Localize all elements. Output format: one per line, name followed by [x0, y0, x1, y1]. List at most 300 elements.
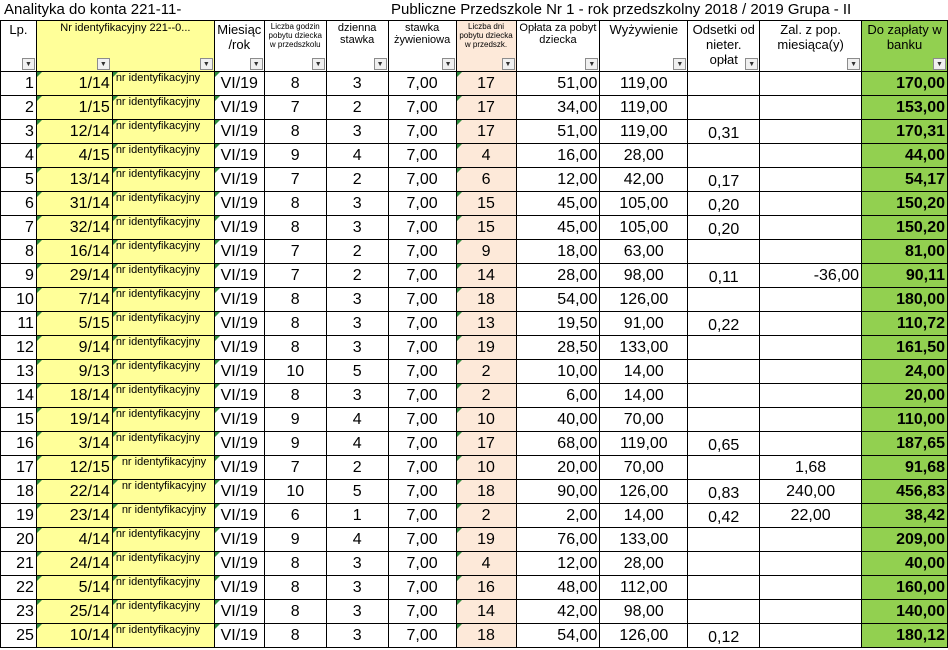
cell-id-label[interactable]: nr identyfikacyjny [112, 288, 214, 312]
cell-liczba-dni[interactable]: 17 [456, 72, 516, 96]
cell-stawka-zyw[interactable]: 7,00 [388, 384, 456, 408]
cell-dzienna-stawka[interactable]: 5 [326, 480, 388, 504]
cell-wyzywienie[interactable]: 126,00 [600, 480, 688, 504]
cell-miesiac[interactable]: VI/19 [214, 456, 264, 480]
cell-miesiac[interactable]: VI/19 [214, 336, 264, 360]
cell-dzienna-stawka[interactable]: 2 [326, 264, 388, 288]
col-header-wyzywienie[interactable]: Wyżywienie ▼ [600, 21, 688, 72]
cell-do-zaplaty[interactable]: 170,00 [862, 72, 948, 96]
cell-lp[interactable]: 11 [1, 312, 37, 336]
cell-oplata[interactable]: 18,00 [516, 240, 600, 264]
cell-wyzywienie[interactable]: 119,00 [600, 96, 688, 120]
cell-nr[interactable]: 16/14 [36, 240, 112, 264]
cell-liczba-dni[interactable]: 2 [456, 384, 516, 408]
cell-oplata[interactable]: 54,00 [516, 624, 600, 648]
cell-lp[interactable]: 3 [1, 120, 37, 144]
cell-liczba-dni[interactable]: 6 [456, 168, 516, 192]
cell-zal[interactable] [760, 528, 862, 552]
cell-zal[interactable] [760, 96, 862, 120]
cell-dzienna-stawka[interactable]: 3 [326, 288, 388, 312]
col-header-stawka-zyw[interactable]: stawka żywieniowa ▼ [388, 21, 456, 72]
cell-godziny[interactable]: 6 [264, 504, 326, 528]
cell-zal[interactable] [760, 168, 862, 192]
cell-wyzywienie[interactable]: 70,00 [600, 456, 688, 480]
cell-stawka-zyw[interactable]: 7,00 [388, 480, 456, 504]
cell-odsetki[interactable] [688, 456, 760, 480]
cell-zal[interactable] [760, 576, 862, 600]
cell-wyzywienie[interactable]: 98,00 [600, 264, 688, 288]
cell-lp[interactable]: 13 [1, 360, 37, 384]
cell-id-label[interactable]: nr identyfikacyjny [112, 120, 214, 144]
cell-zal[interactable] [760, 384, 862, 408]
filter-dropdown-icon[interactable]: ▼ [374, 58, 387, 70]
cell-oplata[interactable]: 28,50 [516, 336, 600, 360]
cell-liczba-dni[interactable]: 17 [456, 432, 516, 456]
cell-miesiac[interactable]: VI/19 [214, 144, 264, 168]
cell-lp[interactable]: 1 [1, 72, 37, 96]
filter-dropdown-icon[interactable]: ▼ [673, 58, 686, 70]
cell-liczba-dni[interactable]: 4 [456, 552, 516, 576]
cell-godziny[interactable]: 8 [264, 72, 326, 96]
col-header-godziny[interactable]: Liczba godzin pobytu dziecka w przedszkolu ▼ [264, 21, 326, 72]
cell-id-label[interactable]: nr identyfikacyjny [112, 336, 214, 360]
cell-oplata[interactable]: 45,00 [516, 216, 600, 240]
cell-godziny[interactable]: 8 [264, 120, 326, 144]
filter-dropdown-icon[interactable]: ▼ [250, 58, 263, 70]
cell-wyzywienie[interactable]: 119,00 [600, 120, 688, 144]
cell-id-label[interactable]: nr identyfikacyjny [112, 432, 214, 456]
cell-lp[interactable]: 21 [1, 552, 37, 576]
cell-miesiac[interactable]: VI/19 [214, 528, 264, 552]
cell-lp[interactable]: 23 [1, 600, 37, 624]
cell-dzienna-stawka[interactable]: 2 [326, 240, 388, 264]
cell-zal[interactable]: 22,00 [760, 504, 862, 528]
cell-id-label[interactable]: nr identyfikacyjny [112, 552, 214, 576]
cell-miesiac[interactable]: VI/19 [214, 384, 264, 408]
cell-miesiac[interactable]: VI/19 [214, 576, 264, 600]
filter-dropdown-icon[interactable]: ▼ [847, 58, 860, 70]
cell-dzienna-stawka[interactable]: 3 [326, 120, 388, 144]
cell-stawka-zyw[interactable]: 7,00 [388, 192, 456, 216]
cell-dzienna-stawka[interactable]: 4 [326, 144, 388, 168]
cell-dzienna-stawka[interactable]: 1 [326, 504, 388, 528]
cell-zal[interactable]: 1,68 [760, 456, 862, 480]
cell-stawka-zyw[interactable]: 7,00 [388, 264, 456, 288]
cell-odsetki[interactable]: 0,22 [688, 312, 760, 336]
cell-wyzywienie[interactable]: 119,00 [600, 432, 688, 456]
cell-miesiac[interactable]: VI/19 [214, 432, 264, 456]
cell-nr[interactable]: 22/14 [36, 480, 112, 504]
cell-oplata[interactable]: 45,00 [516, 192, 600, 216]
cell-zal[interactable] [760, 192, 862, 216]
cell-nr[interactable]: 4/14 [36, 528, 112, 552]
cell-godziny[interactable]: 8 [264, 384, 326, 408]
cell-stawka-zyw[interactable]: 7,00 [388, 288, 456, 312]
cell-stawka-zyw[interactable]: 7,00 [388, 624, 456, 648]
cell-godziny[interactable]: 9 [264, 432, 326, 456]
cell-odsetki[interactable]: 0,31 [688, 120, 760, 144]
cell-lp[interactable]: 22 [1, 576, 37, 600]
cell-dzienna-stawka[interactable]: 3 [326, 192, 388, 216]
filter-dropdown-icon[interactable]: ▼ [745, 58, 758, 70]
cell-liczba-dni[interactable]: 4 [456, 144, 516, 168]
cell-stawka-zyw[interactable]: 7,00 [388, 600, 456, 624]
cell-id-label[interactable]: nr identyfikacyjny [112, 456, 214, 480]
cell-miesiac[interactable]: VI/19 [214, 192, 264, 216]
cell-godziny[interactable]: 8 [264, 336, 326, 360]
cell-nr[interactable]: 9/13 [36, 360, 112, 384]
cell-dzienna-stawka[interactable]: 3 [326, 336, 388, 360]
cell-miesiac[interactable]: VI/19 [214, 96, 264, 120]
cell-lp[interactable]: 4 [1, 144, 37, 168]
cell-odsetki[interactable]: 0,12 [688, 624, 760, 648]
col-header-dzienna[interactable]: dzienna stawka ▼ [326, 21, 388, 72]
cell-godziny[interactable]: 10 [264, 480, 326, 504]
col-header-dni[interactable]: Liczba dni pobytu dziecka w przedszk. ▼ [456, 21, 516, 72]
col-header-do-zaplaty[interactable]: Do zapłaty w banku ▼ [862, 21, 948, 72]
cell-wyzywienie[interactable]: 14,00 [600, 360, 688, 384]
cell-godziny[interactable]: 10 [264, 360, 326, 384]
cell-odsetki[interactable] [688, 72, 760, 96]
cell-wyzywienie[interactable]: 14,00 [600, 504, 688, 528]
cell-odsetki[interactable] [688, 528, 760, 552]
cell-dzienna-stawka[interactable]: 3 [326, 384, 388, 408]
cell-do-zaplaty[interactable]: 38,42 [862, 504, 948, 528]
cell-zal[interactable] [760, 336, 862, 360]
cell-nr[interactable]: 32/14 [36, 216, 112, 240]
filter-dropdown-icon[interactable]: ▼ [933, 58, 946, 70]
cell-id-label[interactable]: nr identyfikacyjny [112, 360, 214, 384]
cell-stawka-zyw[interactable]: 7,00 [388, 96, 456, 120]
cell-liczba-dni[interactable]: 19 [456, 528, 516, 552]
cell-nr[interactable]: 5/14 [36, 576, 112, 600]
cell-zal[interactable] [760, 144, 862, 168]
cell-wyzywienie[interactable]: 14,00 [600, 384, 688, 408]
cell-nr[interactable]: 1/14 [36, 72, 112, 96]
cell-lp[interactable]: 12 [1, 336, 37, 360]
cell-lp[interactable]: 10 [1, 288, 37, 312]
cell-wyzywienie[interactable]: 119,00 [600, 72, 688, 96]
cell-nr[interactable]: 25/14 [36, 600, 112, 624]
cell-odsetki[interactable]: 0,20 [688, 192, 760, 216]
cell-lp[interactable]: 9 [1, 264, 37, 288]
cell-liczba-dni[interactable]: 17 [456, 96, 516, 120]
cell-zal[interactable] [760, 288, 862, 312]
cell-odsetki[interactable]: 0,42 [688, 504, 760, 528]
cell-lp[interactable]: 2 [1, 96, 37, 120]
cell-stawka-zyw[interactable]: 7,00 [388, 144, 456, 168]
cell-oplata[interactable]: 48,00 [516, 576, 600, 600]
cell-id-label[interactable]: nr identyfikacyjny [112, 528, 214, 552]
col-header-nr[interactable]: Nr identyfikacyjny 221--0... ▼ ▼ [36, 21, 214, 72]
cell-zal[interactable]: 240,00 [760, 480, 862, 504]
cell-wyzywienie[interactable]: 133,00 [600, 528, 688, 552]
cell-odsetki[interactable] [688, 600, 760, 624]
cell-do-zaplaty[interactable]: 81,00 [862, 240, 948, 264]
cell-lp[interactable]: 16 [1, 432, 37, 456]
cell-liczba-dni[interactable]: 2 [456, 504, 516, 528]
cell-odsetki[interactable] [688, 408, 760, 432]
cell-do-zaplaty[interactable]: 110,72 [862, 312, 948, 336]
cell-do-zaplaty[interactable]: 180,00 [862, 288, 948, 312]
cell-id-label[interactable]: nr identyfikacyjny [112, 96, 214, 120]
cell-wyzywienie[interactable]: 126,00 [600, 288, 688, 312]
cell-nr[interactable]: 1/15 [36, 96, 112, 120]
cell-nr[interactable]: 24/14 [36, 552, 112, 576]
cell-do-zaplaty[interactable]: 20,00 [862, 384, 948, 408]
cell-zal[interactable] [760, 312, 862, 336]
cell-liczba-dni[interactable]: 18 [456, 480, 516, 504]
cell-liczba-dni[interactable]: 18 [456, 624, 516, 648]
cell-lp[interactable]: 25 [1, 624, 37, 648]
cell-id-label[interactable]: nr identyfikacyjny [112, 480, 214, 504]
cell-dzienna-stawka[interactable]: 3 [326, 216, 388, 240]
cell-godziny[interactable]: 7 [264, 456, 326, 480]
cell-miesiac[interactable]: VI/19 [214, 408, 264, 432]
cell-lp[interactable]: 18 [1, 480, 37, 504]
cell-miesiac[interactable]: VI/19 [214, 480, 264, 504]
cell-liczba-dni[interactable]: 14 [456, 264, 516, 288]
cell-dzienna-stawka[interactable]: 3 [326, 72, 388, 96]
cell-wyzywienie[interactable]: 105,00 [600, 216, 688, 240]
cell-godziny[interactable]: 8 [264, 576, 326, 600]
cell-oplata[interactable]: 90,00 [516, 480, 600, 504]
cell-liczba-dni[interactable]: 15 [456, 192, 516, 216]
cell-miesiac[interactable]: VI/19 [214, 312, 264, 336]
filter-dropdown-icon[interactable]: ▼ [312, 58, 325, 70]
cell-do-zaplaty[interactable]: 44,00 [862, 144, 948, 168]
cell-id-label[interactable]: nr identyfikacyjny [112, 264, 214, 288]
cell-oplata[interactable]: 16,00 [516, 144, 600, 168]
cell-odsetki[interactable] [688, 96, 760, 120]
cell-lp[interactable]: 7 [1, 216, 37, 240]
cell-wyzywienie[interactable]: 63,00 [600, 240, 688, 264]
cell-wyzywienie[interactable]: 70,00 [600, 408, 688, 432]
cell-stawka-zyw[interactable]: 7,00 [388, 336, 456, 360]
cell-zal[interactable] [760, 408, 862, 432]
cell-lp[interactable]: 6 [1, 192, 37, 216]
cell-nr[interactable]: 12/14 [36, 120, 112, 144]
cell-id-label[interactable]: nr identyfikacyjny [112, 312, 214, 336]
cell-stawka-zyw[interactable]: 7,00 [388, 576, 456, 600]
cell-do-zaplaty[interactable]: 54,17 [862, 168, 948, 192]
cell-lp[interactable]: 17 [1, 456, 37, 480]
cell-stawka-zyw[interactable]: 7,00 [388, 456, 456, 480]
cell-liczba-dni[interactable]: 17 [456, 120, 516, 144]
cell-oplata[interactable]: 28,00 [516, 264, 600, 288]
cell-miesiac[interactable]: VI/19 [214, 504, 264, 528]
cell-stawka-zyw[interactable]: 7,00 [388, 504, 456, 528]
cell-godziny[interactable]: 8 [264, 216, 326, 240]
filter-dropdown-icon[interactable]: ▼ [22, 58, 35, 70]
cell-lp[interactable]: 15 [1, 408, 37, 432]
cell-zal[interactable] [760, 240, 862, 264]
cell-miesiac[interactable]: VI/19 [214, 168, 264, 192]
cell-id-label[interactable]: nr identyfikacyjny [112, 600, 214, 624]
cell-miesiac[interactable]: VI/19 [214, 216, 264, 240]
cell-nr[interactable]: 12/15 [36, 456, 112, 480]
cell-zal[interactable] [760, 72, 862, 96]
cell-do-zaplaty[interactable]: 456,83 [862, 480, 948, 504]
cell-id-label[interactable]: nr identyfikacyjny [112, 408, 214, 432]
cell-id-label[interactable]: nr identyfikacyjny [112, 576, 214, 600]
cell-nr[interactable]: 3/14 [36, 432, 112, 456]
cell-stawka-zyw[interactable]: 7,00 [388, 552, 456, 576]
cell-nr[interactable]: 5/15 [36, 312, 112, 336]
cell-oplata[interactable]: 40,00 [516, 408, 600, 432]
cell-oplata[interactable]: 6,00 [516, 384, 600, 408]
cell-godziny[interactable]: 8 [264, 312, 326, 336]
cell-godziny[interactable]: 9 [264, 144, 326, 168]
cell-odsetki[interactable]: 0,65 [688, 432, 760, 456]
filter-dropdown-icon[interactable]: ▼ [585, 58, 598, 70]
cell-do-zaplaty[interactable]: 187,65 [862, 432, 948, 456]
cell-wyzywienie[interactable]: 98,00 [600, 600, 688, 624]
cell-odsetki[interactable] [688, 360, 760, 384]
col-header-zal[interactable]: Zal. z pop. miesiąca(y) ▼ [760, 21, 862, 72]
cell-nr[interactable]: 4/15 [36, 144, 112, 168]
cell-oplata[interactable]: 51,00 [516, 72, 600, 96]
cell-oplata[interactable]: 51,00 [516, 120, 600, 144]
cell-stawka-zyw[interactable]: 7,00 [388, 312, 456, 336]
cell-id-label[interactable]: nr identyfikacyjny [112, 144, 214, 168]
cell-nr[interactable]: 19/14 [36, 408, 112, 432]
cell-oplata[interactable]: 19,50 [516, 312, 600, 336]
cell-odsetki[interactable] [688, 240, 760, 264]
cell-liczba-dni[interactable]: 13 [456, 312, 516, 336]
cell-do-zaplaty[interactable]: 150,20 [862, 216, 948, 240]
cell-wyzywienie[interactable]: 105,00 [600, 192, 688, 216]
cell-do-zaplaty[interactable]: 180,12 [862, 624, 948, 648]
col-header-oplata[interactable]: Opłata za pobyt dziecka ▼ [516, 21, 600, 72]
filter-dropdown-icon[interactable]: ▼ [200, 58, 213, 70]
cell-dzienna-stawka[interactable]: 2 [326, 96, 388, 120]
cell-miesiac[interactable]: VI/19 [214, 288, 264, 312]
cell-oplata[interactable]: 20,00 [516, 456, 600, 480]
cell-dzienna-stawka[interactable]: 4 [326, 432, 388, 456]
cell-lp[interactable]: 20 [1, 528, 37, 552]
cell-liczba-dni[interactable]: 15 [456, 216, 516, 240]
cell-stawka-zyw[interactable]: 7,00 [388, 528, 456, 552]
cell-odsetki[interactable]: 0,83 [688, 480, 760, 504]
col-header-odsetki[interactable]: Odsetki od nieter. opłat ▼ [688, 21, 760, 72]
cell-id-label[interactable]: nr identyfikacyjny [112, 192, 214, 216]
cell-zal[interactable]: -36,00 [760, 264, 862, 288]
cell-do-zaplaty[interactable]: 90,11 [862, 264, 948, 288]
cell-odsetki[interactable] [688, 384, 760, 408]
cell-stawka-zyw[interactable]: 7,00 [388, 120, 456, 144]
cell-nr[interactable]: 31/14 [36, 192, 112, 216]
cell-zal[interactable] [760, 432, 862, 456]
cell-godziny[interactable]: 7 [264, 96, 326, 120]
cell-godziny[interactable]: 8 [264, 288, 326, 312]
cell-do-zaplaty[interactable]: 140,00 [862, 600, 948, 624]
cell-id-label[interactable]: nr identyfikacyjny [112, 384, 214, 408]
cell-liczba-dni[interactable]: 19 [456, 336, 516, 360]
cell-oplata[interactable]: 10,00 [516, 360, 600, 384]
cell-odsetki[interactable]: 0,17 [688, 168, 760, 192]
col-header-miesiac[interactable]: Miesiąc /rok ▼ [214, 21, 264, 72]
cell-godziny[interactable]: 8 [264, 192, 326, 216]
filter-dropdown-icon[interactable]: ▼ [502, 58, 515, 70]
cell-liczba-dni[interactable]: 10 [456, 408, 516, 432]
cell-godziny[interactable]: 8 [264, 600, 326, 624]
cell-oplata[interactable]: 2,00 [516, 504, 600, 528]
cell-stawka-zyw[interactable]: 7,00 [388, 360, 456, 384]
cell-dzienna-stawka[interactable]: 2 [326, 168, 388, 192]
cell-zal[interactable] [760, 552, 862, 576]
cell-liczba-dni[interactable]: 16 [456, 576, 516, 600]
cell-dzienna-stawka[interactable]: 3 [326, 600, 388, 624]
cell-odsetki[interactable] [688, 144, 760, 168]
cell-nr[interactable]: 7/14 [36, 288, 112, 312]
cell-zal[interactable] [760, 360, 862, 384]
cell-odsetki[interactable] [688, 552, 760, 576]
cell-dzienna-stawka[interactable]: 3 [326, 312, 388, 336]
cell-stawka-zyw[interactable]: 7,00 [388, 432, 456, 456]
col-header-lp[interactable]: Lp. ▼ [1, 21, 37, 72]
cell-dzienna-stawka[interactable]: 4 [326, 528, 388, 552]
cell-stawka-zyw[interactable]: 7,00 [388, 240, 456, 264]
cell-nr[interactable]: 29/14 [36, 264, 112, 288]
cell-wyzywienie[interactable]: 28,00 [600, 552, 688, 576]
cell-lp[interactable]: 14 [1, 384, 37, 408]
cell-odsetki[interactable] [688, 288, 760, 312]
cell-godziny[interactable]: 9 [264, 528, 326, 552]
cell-stawka-zyw[interactable]: 7,00 [388, 408, 456, 432]
cell-nr[interactable]: 18/14 [36, 384, 112, 408]
cell-stawka-zyw[interactable]: 7,00 [388, 72, 456, 96]
cell-stawka-zyw[interactable]: 7,00 [388, 216, 456, 240]
cell-oplata[interactable]: 54,00 [516, 288, 600, 312]
cell-zal[interactable] [760, 120, 862, 144]
cell-oplata[interactable]: 68,00 [516, 432, 600, 456]
filter-dropdown-icon[interactable]: ▼ [442, 58, 455, 70]
cell-do-zaplaty[interactable]: 160,00 [862, 576, 948, 600]
cell-miesiac[interactable]: VI/19 [214, 72, 264, 96]
cell-id-label[interactable]: nr identyfikacyjny [112, 624, 214, 648]
cell-zal[interactable] [760, 216, 862, 240]
cell-oplata[interactable]: 42,00 [516, 600, 600, 624]
cell-nr[interactable]: 13/14 [36, 168, 112, 192]
cell-do-zaplaty[interactable]: 40,00 [862, 552, 948, 576]
cell-dzienna-stawka[interactable]: 5 [326, 360, 388, 384]
cell-lp[interactable]: 8 [1, 240, 37, 264]
cell-lp[interactable]: 5 [1, 168, 37, 192]
cell-do-zaplaty[interactable]: 24,00 [862, 360, 948, 384]
cell-do-zaplaty[interactable]: 161,50 [862, 336, 948, 360]
cell-nr[interactable]: 9/14 [36, 336, 112, 360]
cell-wyzywienie[interactable]: 28,00 [600, 144, 688, 168]
cell-godziny[interactable]: 9 [264, 408, 326, 432]
cell-dzienna-stawka[interactable]: 3 [326, 576, 388, 600]
cell-id-label[interactable]: nr identyfikacyjny [112, 240, 214, 264]
cell-godziny[interactable]: 8 [264, 552, 326, 576]
cell-liczba-dni[interactable]: 14 [456, 600, 516, 624]
cell-godziny[interactable]: 7 [264, 240, 326, 264]
cell-wyzywienie[interactable]: 42,00 [600, 168, 688, 192]
cell-do-zaplaty[interactable]: 150,20 [862, 192, 948, 216]
cell-id-label[interactable]: nr identyfikacyjny [112, 72, 214, 96]
cell-dzienna-stawka[interactable]: 3 [326, 624, 388, 648]
cell-liczba-dni[interactable]: 2 [456, 360, 516, 384]
cell-odsetki[interactable] [688, 336, 760, 360]
cell-oplata[interactable]: 12,00 [516, 168, 600, 192]
cell-lp[interactable]: 19 [1, 504, 37, 528]
cell-do-zaplaty[interactable]: 110,00 [862, 408, 948, 432]
cell-godziny[interactable]: 8 [264, 624, 326, 648]
cell-miesiac[interactable]: VI/19 [214, 120, 264, 144]
